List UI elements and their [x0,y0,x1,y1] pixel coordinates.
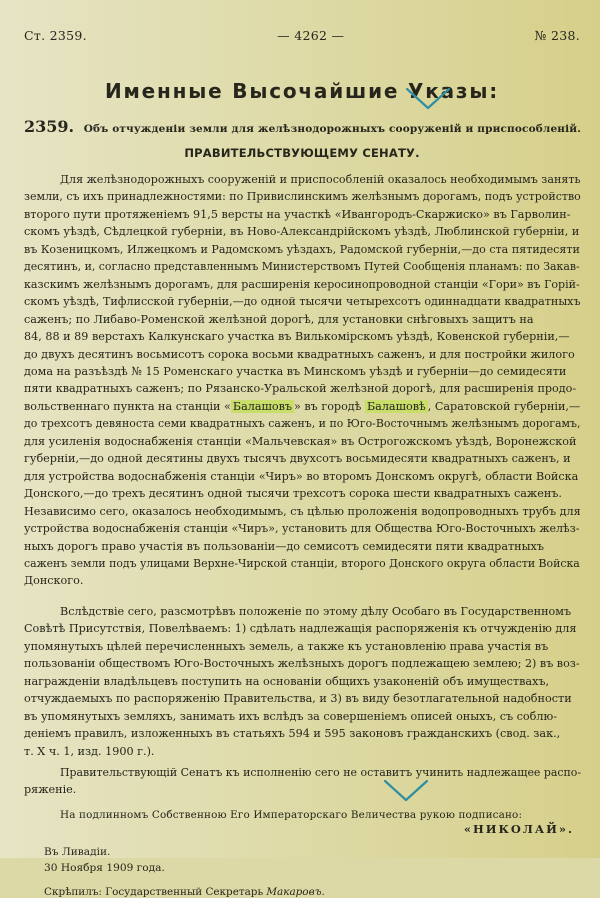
text-line: Для желѣзнодорожныхъ сооруженій и приспособленій оказалось необходимымъ занять [60,173,581,186]
text-line: ныхъ дорогъ право участія въ пользованіи—до семисотъ семидесяти пяти квадратныхъ [24,539,544,553]
text-line: отчуждаемыхъ по распоряженію Правительства, и 3) въ виду безотлагательной надобности [24,692,572,706]
text-fragment: , Саратовской губерніи,— [427,399,581,413]
text-line: пользованіи обществомъ Юго-Восточныхъ желѣзныхъ дорогъ подлежащею землею; 2) въ воз- [24,657,580,671]
text-line: дома на разъѣздѣ № 15 Роменскаго участка въ Минскомъ уѣздѣ и губерніи—до семидесяти [24,364,567,378]
countersignature [24,886,580,898]
text-line: саженъ земли подъ улицами Верхне-Чирской станціи, второго Донского округа области Войска [24,556,580,570]
text-line: губерніи,—до одной десятины двухъ тысячъ двухсотъ восьмидесяти квадратныхъ саженъ, и [24,452,571,466]
countersign-name: Макаровъ. [266,885,325,898]
paragraph-2 [24,603,580,760]
date: 30 Ноября 1909 года. [44,861,165,874]
page-header [24,0,580,43]
text-line: упомянутыхъ цѣлей перечисленныхъ земель, а также къ установленію права участія въ [24,639,549,653]
annotation-mark-icon [382,778,430,804]
text-line: для устройства водоснабженія станціи «Чиръ» во второмъ Донскомъ округѣ, области Войска [24,469,579,483]
text-line: Донского,—до трехъ десятинъ одной тысячи трехсотъ сорока шести квадратныхъ саженъ. [24,487,562,501]
paragraph-1 [24,171,580,590]
text-line: до двухъ десятинъ восьмисотъ сорока восьми квадратныхъ саженъ, и для постройки жилого [24,347,575,361]
decree-number: 2359. [24,117,75,136]
text-line: Вслѣдствіе сего, разсмотрѣвъ положеніе по этому дѣлу Особаго въ Государственномъ [60,604,572,618]
place-and-date [24,844,580,876]
text-line: земли, съ ихъ принадлежностями: по Привислинскимъ желѣзнымъ дорогамъ, подъ устройство [24,190,581,204]
paragraph-3 [24,764,580,799]
text-line: скомъ уѣздѣ, Тифлисской губерніи,—до одной тысячи четырехсотъ одиннадцати квадратныхъ [24,295,581,309]
imperial-signature: «НИКОЛАЙ». [463,821,574,836]
countersign-label: Скрѣпилъ: Государственный Секретарь [44,885,264,898]
text-line: въ Козеницкомъ, Илжецкомъ и Радомскомъ уѣздахъ, Радомской губерніи,—до ста пятидесяти [24,242,580,256]
article-number: Ст. 2359. [24,28,87,43]
text-line: казскимъ желѣзнымъ дорогамъ, для расширенія керосинопроводной станціи «Гори» въ Горій- [24,277,580,291]
text-line: до трехсотъ девяноста семи квадратныхъ саженъ, и по Юго-Восточнымъ желѣзнымъ дорогамъ, [24,417,581,431]
text-line: деніемъ правилъ, изложенныхъ въ статьяхъ 594 и 595 законовъ гражданскихъ (свод. зак., [24,727,561,741]
decree-body [24,171,580,799]
text-fragment: вольственнаго пункта на станціи « [24,399,231,413]
decree-heading [24,117,580,136]
text-line: ряженіе. [24,783,77,797]
text-fragment: » въ городѣ [294,399,365,413]
text-line: т. X ч. 1, изд. 1900 г.). [24,744,155,758]
highlighted-term: Балашовѣ [366,399,426,413]
page-number: — 4262 — [277,28,345,43]
decree-title: Объ отчужденіи земли для желѣзнодорожныхъ сооруженій и приспособленій. [83,123,581,135]
place: Въ Ливадіи. [44,845,111,858]
text-line: Независимо сего, оказалось необходимымъ, съ цѣлью проложенія водопроводныхъ трубъ для [24,504,581,518]
annotation-mark-icon [404,86,452,112]
text-line: скомъ уѣздѣ, Сѣдлецкой губерніи, въ Ново-Александрійскомъ уѣздѣ, Люблинской губерніи, и [24,225,580,239]
highlighted-text-line [24,398,580,415]
text-line: устройства водоснабженія станціи «Чиръ», установить для Общества Юго-Восточныхъ желѣз- [24,522,580,536]
text-line: 84, 88 и 89 верстахъ Калкунскаго участка въ Вилькомірскомъ уѣздѣ, Ковенской губерніи,— [24,330,570,344]
addressee: ПРАВИТЕЛЬСТВУЮЩЕМУ СЕНАТУ. [184,146,420,160]
text-line: награжденіи владѣльцевъ поступить на основаніи общихъ узаконеній объ имуществахъ, [24,674,550,688]
text-line: для усиленія водоснабженія станціи «Мальчевская» въ Острогожскомъ уѣздѣ, Воронежской [24,434,577,448]
text-line: десятинъ, и, согласно представленнымъ Министерствомъ Путей Сообщенія планамъ: по Закав- [24,260,580,274]
text-line: саженъ; по Либаво-Роменской желѣзной дорогѣ, для установки снѣговыхъ защитъ на [24,312,534,326]
text-line: въ упомянутыхъ земляхъ, занимать ихъ вслѣдъ за совершеніемъ описей оныхъ, съ соблю- [24,709,558,723]
issue-number: № 238. [534,28,580,43]
text-line: Правительствующій Сенатъ къ исполненію сего не оставитъ учинить надлежащее распо- [60,765,582,779]
signature-note: На подлинномъ Собственною Его Императорскаго Величества рукою подписано: [60,808,523,821]
text-line: второго пути протяженіемъ 91,5 версты на участкѣ «Ивангородъ-Скаржиско» въ Гарволин- [24,207,571,221]
highlighted-term: Балашовъ [232,399,292,413]
text-line: Совѣтѣ Присутствія, Повелѣваемъ: 1) сдѣлать надлежащія распоряженія къ отчужденію для [24,622,577,636]
text-line: Донского. [24,574,84,588]
text-line: пяти квадратныхъ саженъ; по Рязанско-Уральской желѣзной дорогѣ, для расширенія продо- [24,382,577,396]
section-title: Именные Высочайшие Указы: [104,79,500,103]
